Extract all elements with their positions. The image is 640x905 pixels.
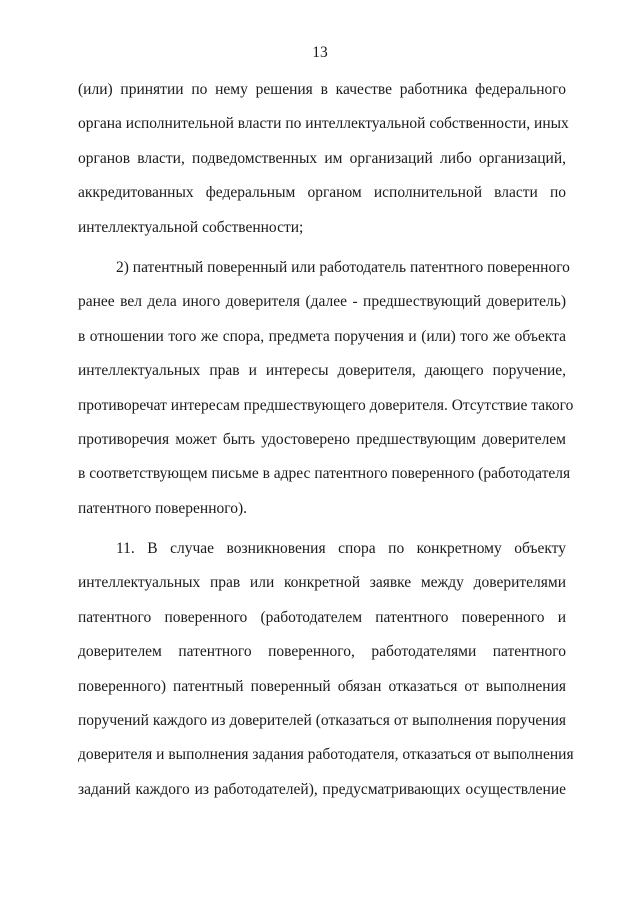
- text-line: ранее вел дела иного доверителя (далее - предшествующий доверитель): [78, 293, 566, 311]
- text-line: органа исполнительной власти по интеллектуальной собственности, иных: [78, 115, 569, 133]
- text-line: патентного поверенного).: [78, 499, 248, 517]
- text-line: интеллектуальной собственности;: [78, 218, 304, 236]
- text-line: поручений каждого из доверителей (отказаться от выполнения поручения: [78, 712, 566, 730]
- text-line: поверенного) патентный поверенный обязан отказаться от выполнения: [78, 677, 566, 695]
- paragraph: [78, 538, 574, 813]
- text-line: аккредитованных федеральным органом исполнительной власти по: [78, 184, 566, 202]
- text-line: патентного поверенного (работодателем патентного поверенного и: [78, 608, 566, 626]
- text-line: противоречат интересам предшествующего доверителя. Отсутствие такого: [78, 396, 574, 414]
- text-line: доверителя и выполнения задания работодателя, отказаться от выполнения: [78, 746, 574, 764]
- paragraph: [78, 257, 574, 532]
- text-line: 2) патентный поверенный или работодатель патентного поверенного: [116, 258, 570, 276]
- text-line: в отношении того же спора, предмета поручения и (или) того же объекта: [78, 327, 566, 345]
- text-line: доверителем патентного поверенного, работодателями патентного: [78, 643, 566, 661]
- text-line: заданий каждого из работодателей), предусматривающих осуществление: [78, 780, 566, 798]
- paragraph: [78, 79, 569, 251]
- text-line: противоречия может быть удостоверено предшествующим доверителем: [78, 430, 566, 448]
- text-line: в соответствующем письме в адрес патентного поверенного (работодателя: [78, 465, 571, 483]
- body-text: [78, 79, 574, 813]
- text-line: интеллектуальных прав или конкретной заявке между доверителями: [78, 574, 566, 592]
- text-line: 11. В случае возникновения спора по конкретному объекту: [116, 540, 566, 558]
- text-line: интеллектуальных прав и интересы доверителя, дающего поручение,: [78, 362, 566, 380]
- text-line: органов власти, подведомственных им организаций либо организаций,: [78, 149, 566, 167]
- page-number: 13: [312, 44, 328, 61]
- text-line: (или) принятии по нему решения в качестве работника федерального: [78, 81, 566, 98]
